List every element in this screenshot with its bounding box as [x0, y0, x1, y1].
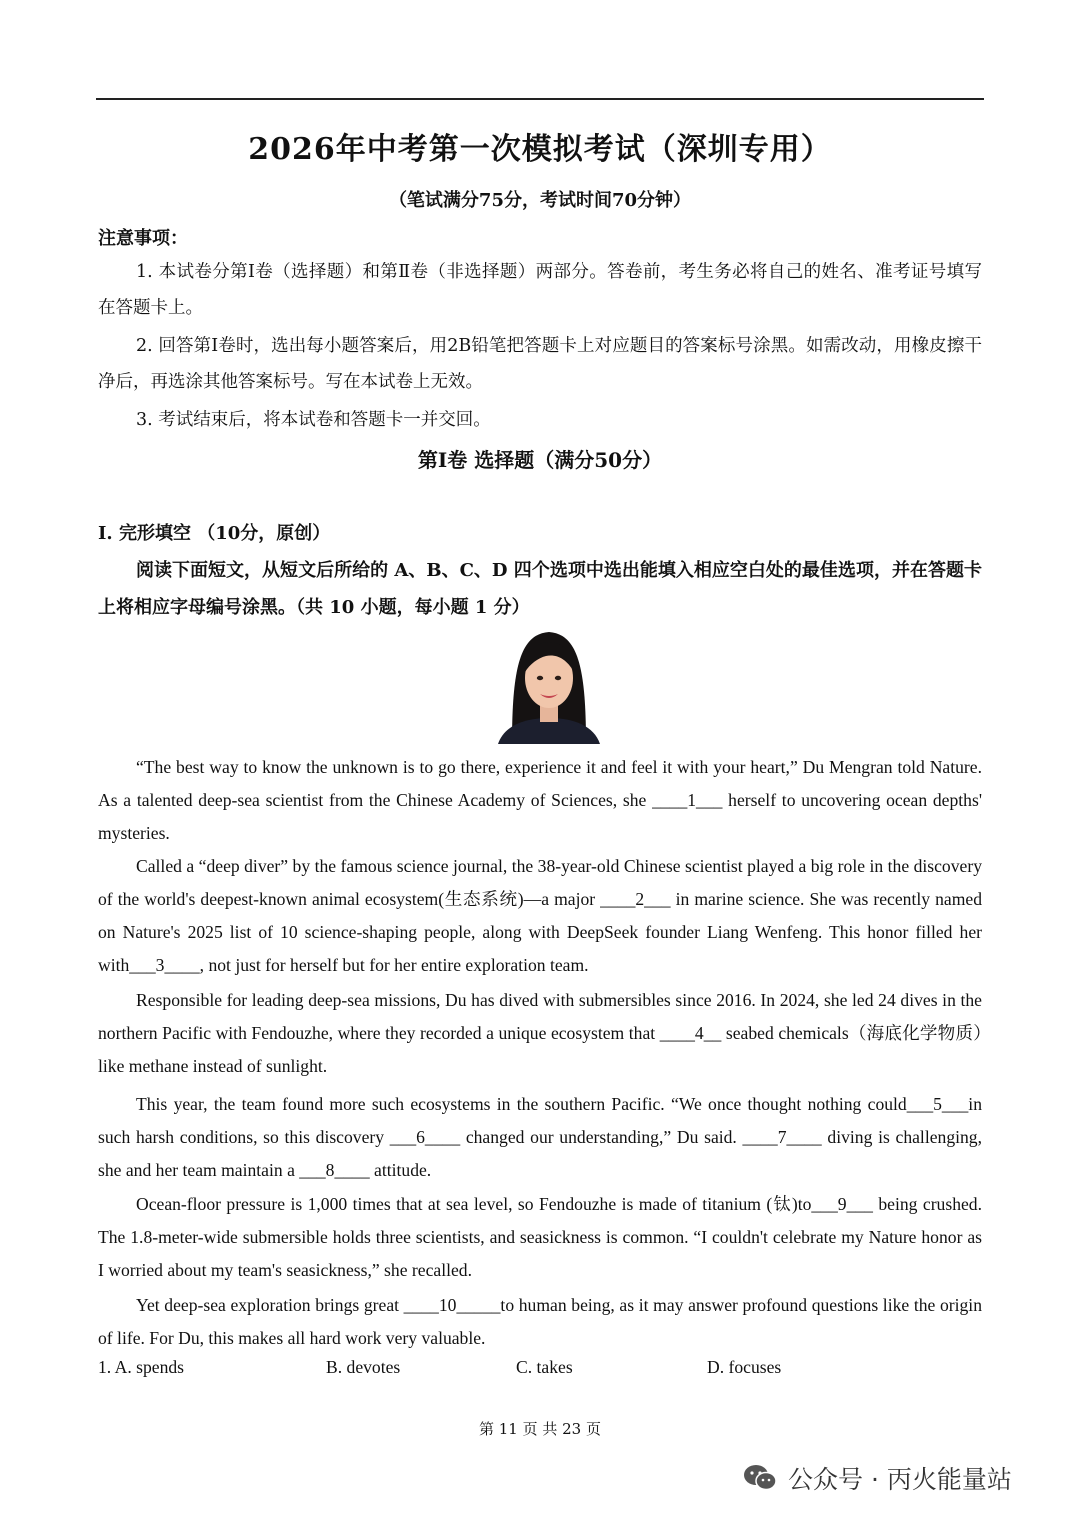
passage-paragraph-4: This year, the team found more such ecosystems in the southern Pacific. “We once thought nothing could___5___in such harsh conditions, so this discovery ___6____ changed our understanding,” Du said. ____7____ diving is challenging, she and her team maintain a ___8____ attitude. — [98, 1094, 982, 1180]
option-d: D. focuses — [707, 1357, 782, 1377]
passage-paragraph-2: Called a “deep diver” by the famous science journal, the 38-year-old Chinese scientist played a big role in the discovery of the world's deepest-known animal ecosystem(生态系统)—a major ____2___ in marine science. She was recently named on Nature's 2025 list of 10 science-shaping people, along with DeepSeek founder Liang Wenfeng. This honor filled her with___3____, not just for herself but for her entire exploration team. — [98, 856, 982, 975]
passage-paragraph-1: “The best way to know the unknown is to go there, experience it and feel it with your heart,” Du Mengran told Nature. As a talented deep-sea scientist from the Chinese Academy of Sciences, she ____1___ herself to uncovering ocean depths' mysteries. — [98, 757, 982, 843]
notice-heading: 注意事项： — [98, 228, 188, 249]
instructions: 阅读下面短文，从短文后所给的 A、B、C、D 四个选项中选出能填入相应空白处的最佳选项，并在答题卡上将相应字母编号涂黑。（共 10 小题，每小题 1 分） — [98, 560, 982, 618]
scientist-portrait — [490, 628, 608, 744]
exam-title: 2026年中考第一次模拟考试（深圳专用） — [248, 132, 832, 167]
question-1-options — [98, 1357, 982, 1387]
page-number: 第 11 页 共 23 页 — [478, 1420, 601, 1438]
exam-subtitle: （笔试满分75分，考试时间70分钟） — [388, 190, 692, 211]
part-title: I. 完形填空 （10分，原创） — [98, 523, 331, 544]
notice-item-1: 1. 本试卷分第Ⅰ卷（选择题）和第Ⅱ卷（非选择题）两部分。答卷前，考生务必将自己的姓名、准考证号填写在答题卡上。 — [98, 262, 982, 318]
section-title: 第Ⅰ卷 选择题（满分50分） — [417, 448, 663, 472]
option-c: C. takes — [516, 1357, 573, 1377]
option-a: 1. A. spends — [98, 1357, 185, 1377]
option-b: B. devotes — [326, 1357, 401, 1377]
wechat-icon — [742, 1463, 778, 1493]
notice-item-2: 2. 回答第Ⅰ卷时，选出每小题答案后，用2B铅笔把答题卡上对应题目的答案标号涂黑。如需改动，用橡皮擦干净后，再选涂其他答案标号。写在本试卷上无效。 — [98, 336, 982, 392]
watermark-text: 公众号 · 丙火能量站 — [788, 1465, 1012, 1494]
passage-paragraph-3: Responsible for leading deep-sea missions, Du has dived with submersibles since 2016. In 2024, she led 24 dives in the northern Pacific with Fendouzhe, where they recorded a unique ecosystem that ____4__ seabed chemicals（海底化学物质）like methane instead of sunlight. — [98, 990, 982, 1076]
header-rule — [96, 98, 984, 100]
wechat-watermark — [742, 1458, 1012, 1498]
passage-paragraph-5: Ocean-floor pressure is 1,000 times that at sea level, so Fendouzhe is made of titanium (钛)to___9___ being crushed. The 1.8-meter-wide submersible holds three scientists, and seasickness is common. “I couldn't celebrate my Nature honor as I worried about my team's seasickness,” she recalled. — [98, 1194, 982, 1280]
notice-item-3: 3. 考试结束后，将本试卷和答题卡一并交回。 — [136, 410, 491, 430]
passage-paragraph-6: Yet deep-sea exploration brings great ____10_____to human being, as it may answer profound questions like the origin of life. For Du, this makes all hard work very valuable. — [98, 1295, 982, 1348]
portrait-image — [490, 628, 608, 744]
